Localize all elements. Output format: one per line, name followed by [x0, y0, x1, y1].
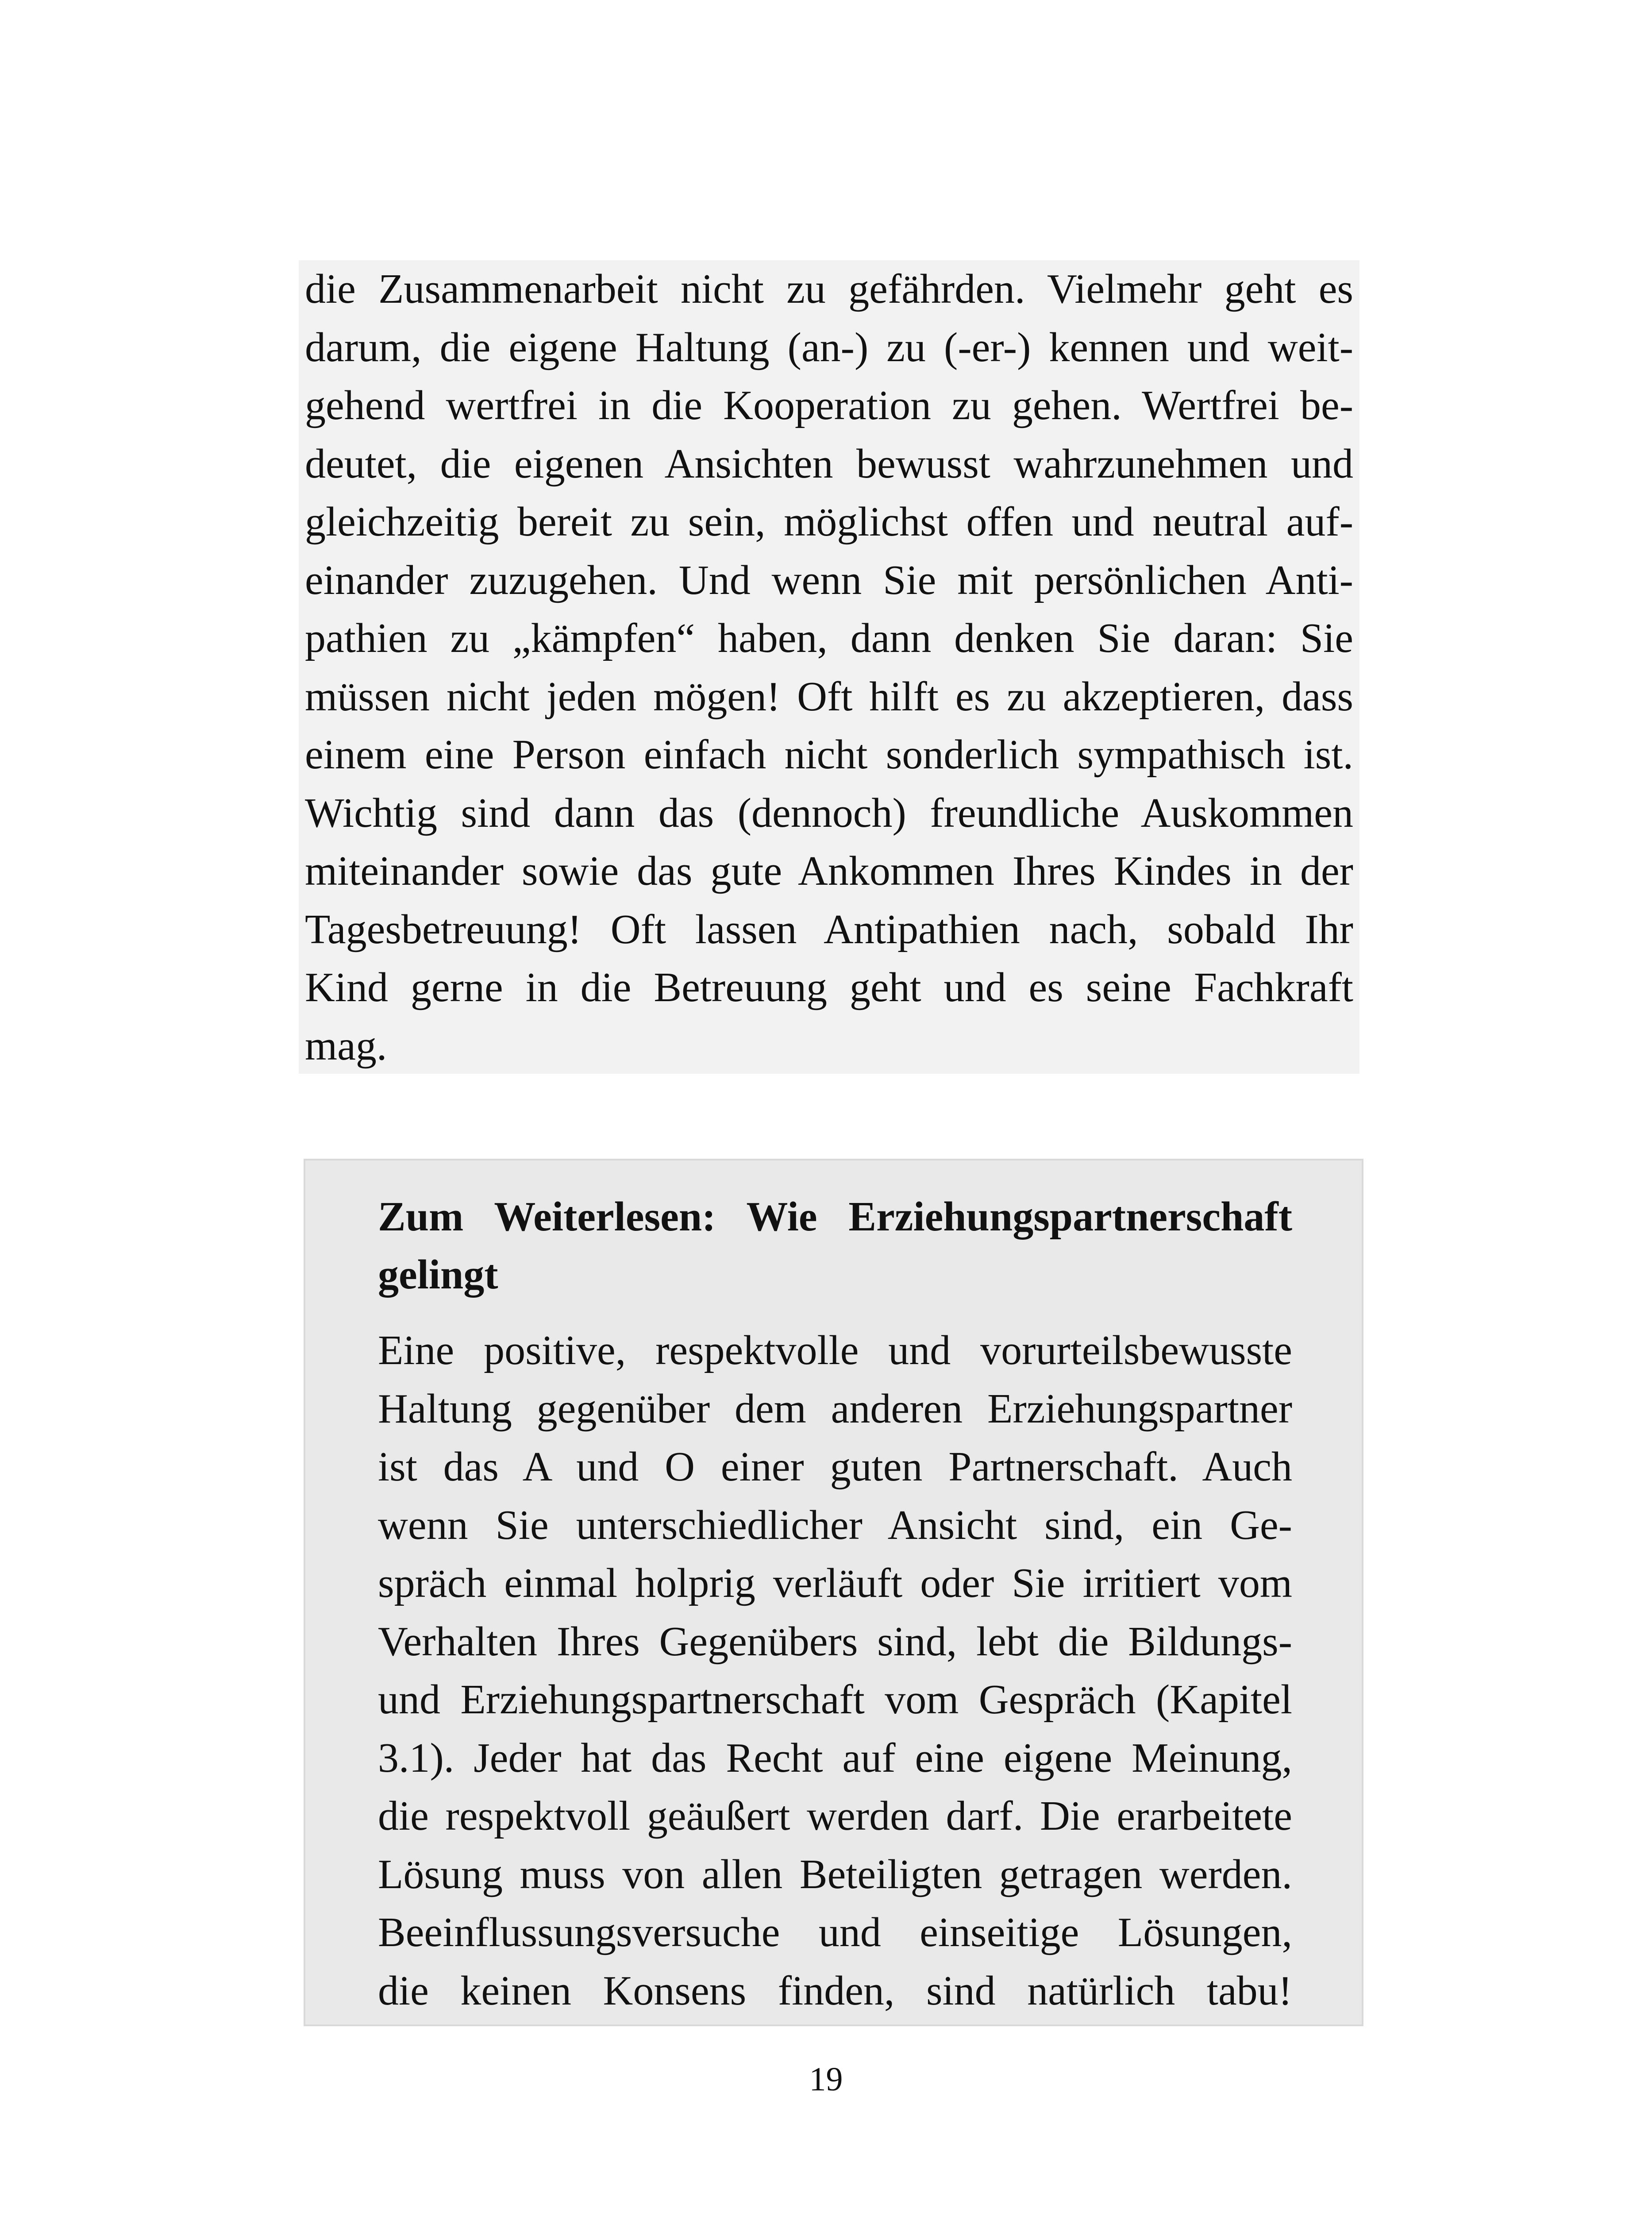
page-number: 19 [809, 2061, 843, 2098]
body-line: spräch einmal holprig verläuft oder Sie irritiert vom [378, 1560, 1292, 1606]
body-line: Haltung gegenüber dem anderen Erziehungspartner [378, 1385, 1292, 1432]
main-text-line: mag. [305, 1022, 387, 1069]
main-text-line: einander zuzugehen. Und wenn Sie mit persönlichen Anti- [305, 557, 1353, 603]
main-text-block [299, 260, 1359, 1074]
body-line: Lösung muss von allen Beteiligten getragen werden. [378, 1851, 1292, 1897]
body-line: die respektvoll geäußert werden darf. Die erarbeitete [378, 1793, 1292, 1839]
main-text-line: einem eine Person einfach nicht sonderlich sympathisch ist. [305, 732, 1353, 778]
further-reading-body [378, 1322, 1292, 2020]
main-text-line: Wichtig sind dann das (dennoch) freundliche Auskommen [305, 790, 1353, 836]
further-reading-box [304, 1159, 1363, 2026]
title-line: gelingt [378, 1252, 498, 1298]
main-text-line: darum, die eigene Haltung (an-) zu (-er-) kennen und weit- [305, 324, 1353, 370]
title-line: Zum Weiterlesen: Wie Erziehungspartnerschaft [378, 1194, 1292, 1240]
body-line: Beeinflussungsversuche und einseitige Lösungen, [378, 1909, 1292, 1955]
body-line: wenn Sie unterschiedlicher Ansicht sind, ein Ge- [378, 1502, 1292, 1548]
main-text-line: Kind gerne in die Betreuung geht und es seine Fachkraft [305, 964, 1353, 1010]
further-reading-content [378, 1188, 1292, 2020]
main-text-line: Tagesbetreuung! Oft lassen Antipathien nach, sobald Ihr [305, 906, 1353, 952]
main-text-line: gehend wertfrei in die Kooperation zu gehen. Wertfrei be- [305, 382, 1353, 428]
body-line: Verhalten Ihres Gegenübers sind, lebt die Bildungs- [378, 1618, 1292, 1665]
body-line: ist das A und O einer guten Partnerschaft. Auch [378, 1444, 1292, 1490]
body-line: die keinen Konsens finden, sind natürlich tabu! [378, 1967, 1292, 2014]
main-text-line: die Zusammenarbeit nicht zu gefährden. Vielmehr geht es [305, 266, 1353, 312]
main-text-line: müssen nicht jeden mögen! Oft hilft es zu akzeptieren, dass [305, 673, 1353, 720]
further-reading-title [378, 1188, 1292, 1304]
main-text-line: gleichzeitig bereit zu sein, möglichst offen und neutral auf- [305, 499, 1353, 545]
main-text-line: pathien zu „kämpfen“ haben, dann denken Sie daran: Sie [305, 615, 1353, 661]
body-line: Eine positive, respektvolle und vorurteilsbewusste [378, 1327, 1292, 1373]
main-text-line: miteinander sowie das gute Ankommen Ihres Kindes in der [305, 848, 1353, 894]
body-line: und Erziehungspartnerschaft vom Gespräch (Kapitel [378, 1677, 1292, 1723]
main-text-line: deutet, die eigenen Ansichten bewusst wahrzunehmen und [305, 440, 1353, 487]
body-line: 3.1). Jeder hat das Recht auf eine eigene Meinung, [378, 1735, 1292, 1781]
